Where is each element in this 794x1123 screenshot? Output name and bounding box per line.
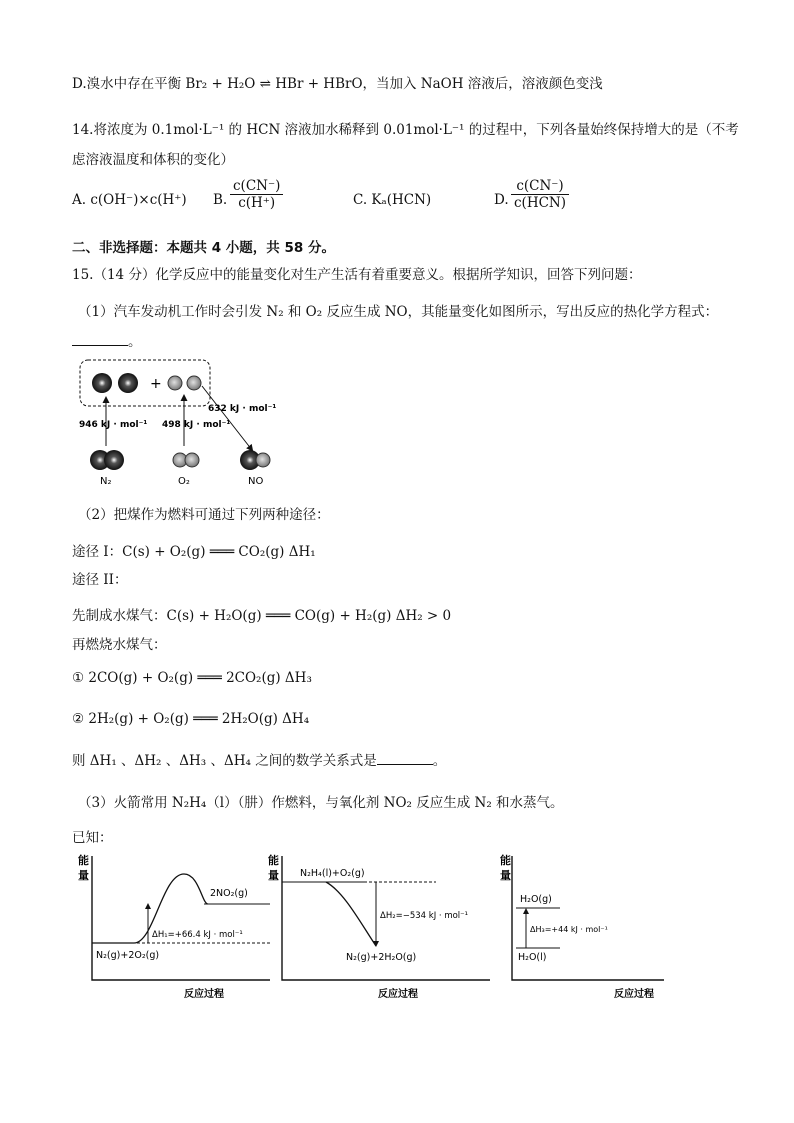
q14-option-d-denominator: c(HCN) (514, 195, 567, 211)
q15-part3-text: （3）火箭常用 N₂H₄（l）（肼）作燃料，与氧化剂 NO₂ 反应生成 N₂ 和水蒸气。 (78, 795, 564, 811)
x-axis-label: 反应过程 (184, 989, 224, 1000)
equation-1: ① 2CO(g) + O₂(g) ═══ 2CO₂(g) ΔH₃ (72, 670, 312, 686)
q14-option-b-numerator: c(CN⁻) (230, 178, 283, 195)
delta-h-label: ΔH₂=−534 kJ · mol⁻¹ (380, 911, 469, 921)
reaction-curve (326, 882, 376, 946)
product-label: N₂(g)+2H₂O(g) (346, 952, 417, 963)
bond-energy-diagram (76, 356, 292, 490)
q14-option-d-fraction (511, 178, 569, 211)
o-atom-icon (187, 376, 201, 390)
o2-bond-energy: 498 kJ · mol⁻¹ (162, 420, 231, 430)
q14-option-d-label: D. (494, 192, 509, 208)
q15-part2-text: （2）把煤作为燃料可通过下列两种途径： (78, 507, 330, 523)
q14-option-b-denominator: c(H⁺) (238, 195, 276, 211)
o2-molecule-icon (185, 453, 199, 467)
lower-label: H₂O(l) (518, 952, 547, 963)
y-axis-label-1: 能 (268, 854, 279, 867)
water-gas-step: 先制成水煤气：C(s) + H₂O(g) ═══ CO(g) + H₂(g) ΔH₂ > 0 (72, 608, 452, 624)
q14-stem-line2: 虑溶液温度和体积的变化） (72, 152, 234, 168)
product-label: 2NO₂(g) (210, 888, 248, 899)
reactant-label: N₂(g)+2O₂(g) (96, 950, 160, 961)
y-axis-label-2: 量 (268, 869, 279, 882)
energy-diagram-1 (74, 852, 274, 1004)
n2-label: N₂ (100, 476, 112, 487)
n-atom-icon (118, 373, 138, 393)
q15-intro: 15.（14 分）化学反应中的能量变化对生产生活有着重要意义。根据所学知识，回答下列问题： (72, 267, 642, 283)
no-bond-energy: 632 kJ · mol⁻¹ (208, 404, 277, 414)
relation-text: 则 ΔH₁ 、ΔH₂ 、ΔH₃ 、ΔH₄ 之间的数学关系式是 (72, 753, 377, 769)
known-label: 已知： (72, 830, 113, 846)
reactant-label: N₂H₄(l)+O₂(g) (300, 868, 365, 879)
section-title: 二、非选择题：本题共 4 小题，共 58 分。 (72, 240, 335, 256)
delta-h-relation (72, 749, 446, 769)
equation-2: ② 2H₂(g) + O₂(g) ═══ 2H₂O(g) ΔH₄ (72, 711, 310, 727)
o-atom-icon (168, 376, 182, 390)
y-axis-label-1: 能 (500, 854, 511, 867)
energy-diagram-2 (264, 852, 494, 1004)
route-two: 途径 II： (72, 572, 128, 588)
q14-option-a: A. c(OH⁻)×c(H⁺) (72, 192, 187, 208)
upper-label: H₂O(g) (520, 894, 552, 905)
x-axis-label: 反应过程 (378, 989, 418, 1000)
burn-water-gas: 再燃烧水煤气： (72, 637, 167, 653)
n2-bond-energy: 946 kJ · mol⁻¹ (79, 420, 148, 430)
plus-sign: + (150, 376, 162, 392)
y-axis-label-1: 能 (78, 854, 89, 867)
q14-option-b-label: B. (213, 192, 228, 208)
energy-diagram-3 (494, 852, 670, 1004)
answer-blank-2[interactable] (377, 752, 433, 765)
q13-option-d: D.溴水中存在平衡 Br₂ + H₂O ⇌ HBr + HBrO，当加入 NaOH 溶液后，溶液颜色变浅 (72, 76, 603, 92)
delta-h-label: ΔH₁=+66.4 kJ · mol⁻¹ (152, 930, 243, 940)
answer-blank-1[interactable] (72, 333, 128, 346)
x-axis-label: 反应过程 (614, 989, 654, 1000)
arrow-no (202, 386, 252, 450)
o2-label: O₂ (178, 476, 190, 487)
q14-option-b-fraction (230, 178, 283, 211)
no-molecule-icon (256, 453, 270, 467)
q14-option-c: C. Kₐ(HCN) (353, 192, 432, 208)
q15-part1-answer-line (72, 330, 142, 350)
route-one: 途径 I：C(s) + O₂(g) ═══ CO₂(g) ΔH₁ (72, 544, 316, 560)
n-atom-icon (92, 373, 112, 393)
q14-option-d-numerator: c(CN⁻) (511, 178, 569, 195)
q15-part1-period: 。 (128, 334, 142, 350)
relation-period: 。 (432, 753, 447, 769)
q14-stem-line1: 14.将浓度为 0.1mol·L⁻¹ 的 HCN 溶液加水稀释到 0.01mol·L⁻¹ 的过程中，下列各量始终保持增大的是（不考 (72, 122, 739, 138)
no-label: NO (248, 476, 264, 487)
y-axis-label-2: 量 (78, 869, 89, 882)
n2-molecule-icon (104, 450, 124, 470)
y-axis-label-2: 量 (500, 869, 511, 882)
delta-h-label: ΔH₃=+44 kJ · mol⁻¹ (530, 925, 608, 934)
q15-part1-text: （1）汽车发动机工作时会引发 N₂ 和 O₂ 反应生成 NO，其能量变化如图所示，写出反应的热化学方程式： (78, 304, 719, 320)
